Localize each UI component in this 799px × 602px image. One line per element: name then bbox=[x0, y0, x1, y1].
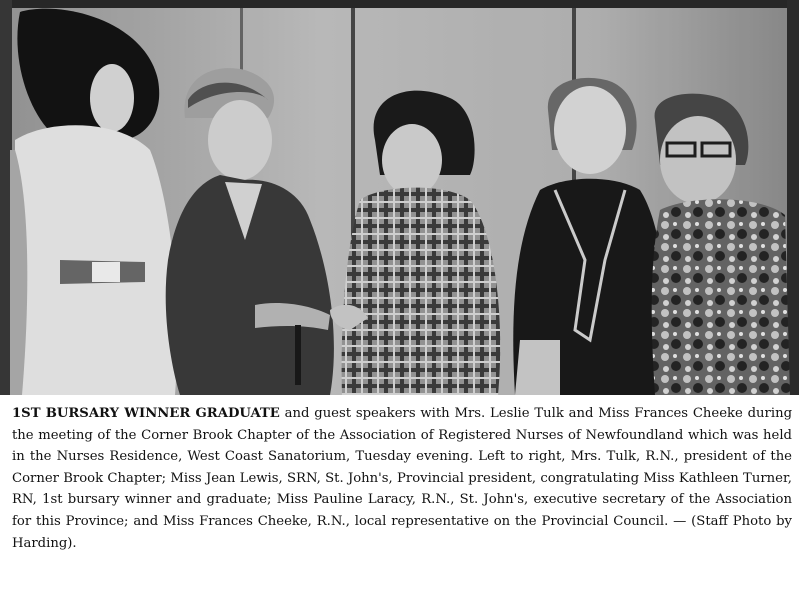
photo-caption bbox=[12, 403, 792, 554]
caption-body: and guest speakers with Mrs. Leslie Tulk and Miss Frances Cheeke during the meeting of the Corner Brook Chapter of the Association of Registered Nurses of Newfoundland which was held in the Nurses Residence, West Coast Sanatorium, Tuesday evening. Left to right, Mrs. Tulk, R.N., president of the Corner Brook Chapter; Miss Jean Lewis, SRN, St. John's, Provincial president, congratulating Miss Kathleen Turner, RN, 1st bursary winner and graduate; Miss Pauline Laracy, R.N., St. John's, executive secretary of the Association for this Province; and Miss Frances Cheeke, R.N., local representative on the Provincial Council. — (Staff Photo by Harding). bbox=[12, 406, 793, 551]
caption-headline: 1ST BURSARY WINNER GRADUATE bbox=[12, 406, 280, 421]
